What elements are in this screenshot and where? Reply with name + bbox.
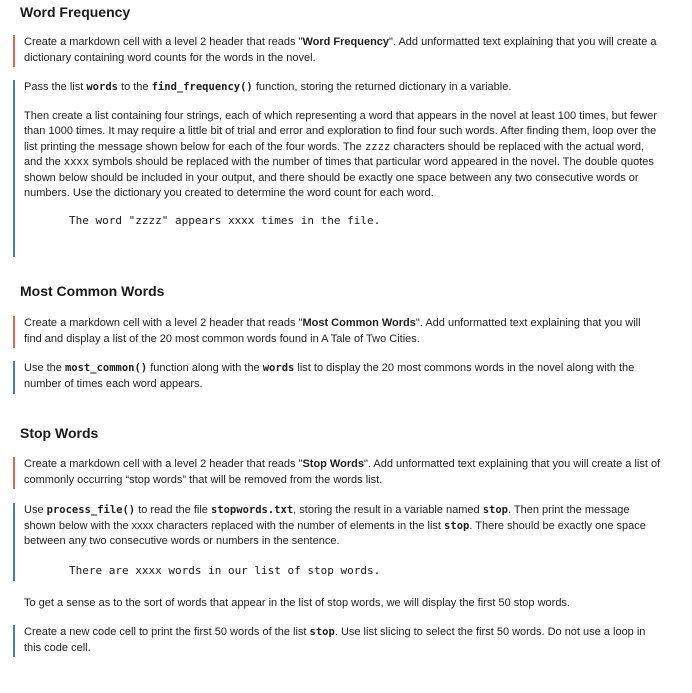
code-example-output: There are xxxx words in our list of stop words. — [69, 563, 381, 577]
text-run: Create a new code cell to print the first 50 words of the list — [24, 626, 310, 638]
instruction-most-common-code — [13, 361, 661, 394]
text-run: Create a markdown cell with a level 2 header that reads " — [24, 458, 303, 470]
bold-run: Stop Words — [302, 458, 364, 470]
text-run: ". Add unformatted text explaining that you will find and display a list of the 20 most common words found in A Tale of Two Cities. — [24, 317, 641, 345]
text-run: to read the file — [135, 504, 211, 516]
instruction-word-frequency-markdown — [13, 35, 661, 67]
text-run: ". Add unformatted text explaining that you will create a list of commonly occurring “stop words” that will be removed from the words list. — [24, 458, 661, 486]
instruction-text — [24, 503, 661, 550]
code-example-output: The word "zzzz" appears xxxx times in the file. — [69, 213, 381, 227]
code-most-common: most_common() — [64, 362, 148, 374]
instruction-most-common-markdown — [13, 316, 661, 348]
plain-paragraph — [13, 596, 661, 612]
code-stop: stop — [309, 626, 335, 638]
text-run: . There should be exactly one space between any two consecutive words or numbers in the sentence. — [24, 519, 646, 547]
instruction-text — [24, 457, 661, 488]
instruction-text — [24, 361, 661, 392]
code-words: words — [86, 81, 118, 93]
text-run: Pass the list — [24, 81, 87, 93]
text-run: . Then print the message shown below with the xxxx characters replaced with the number of elements in the list — [24, 504, 630, 532]
code-stopwords-txt: stopwords.txt — [210, 504, 294, 516]
text-run: Use — [24, 504, 47, 516]
text-run: Then create a list containing four strings, each of which representing a word that appears in the novel at least 100 times, but fewer than 1000 times. It may require a little bit of trial and error and exploration to find four such words. After finding them, loop over the list printing the message shown below for each of the four words. The — [24, 109, 657, 153]
text-run: characters should be replaced with the actual word, and the — [24, 140, 645, 168]
instruction-text — [24, 625, 661, 656]
instruction-stop-words-code — [13, 503, 661, 581]
text-run: Use the — [24, 362, 65, 374]
text-run: list to display the 20 most commons words in the novel along with the number of times each word appears. — [24, 362, 635, 390]
plain-text: To get a sense as to the sort of words that appear in the list of stop words, we will display the first 50 stop words. — [24, 597, 570, 609]
code-zzzz: zzzz — [364, 140, 391, 153]
instruction-print-first-50 — [13, 625, 661, 657]
text-run: Create a markdown cell with a level 2 header that reads " — [24, 36, 303, 48]
instruction-stop-words-markdown — [13, 457, 661, 489]
code-words: words — [262, 362, 295, 374]
text-run: . Use list slicing to select the first 50 words. Do not use a loop in this code cell. — [24, 626, 646, 654]
text-run: symbols should be replaced with the number of times that particular word appeared in the novel. The double quotes shown below should be included in your output, and there should be exactly one space between any two consecutive words or numbers. Use the dictionary you created to determine the word count for each word. — [24, 156, 654, 199]
code-process-file: process_file() — [46, 504, 136, 516]
instruction-text — [24, 80, 661, 96]
instruction-word-frequency-code — [13, 80, 661, 257]
code-xxxx: xxxx — [63, 156, 90, 168]
text-run: to the — [117, 81, 152, 93]
text-run: , storing the result in a variable named — [293, 504, 483, 516]
code-find-frequency: find_frequency() — [151, 81, 253, 93]
instruction-text — [24, 35, 661, 66]
heading-stop-words: Stop Words — [20, 425, 99, 441]
code-stop: stop — [444, 519, 470, 532]
instruction-text — [24, 316, 661, 347]
text-run: ". Add unformatted text explaining that you will create a dictionary containing word counts for the words in the novel. — [24, 36, 657, 64]
text-run: function, storing the returned dictionary in a variable. — [252, 81, 512, 93]
bold-run: Word Frequency — [302, 36, 390, 48]
text-run: Create a markdown cell with a level 2 header that reads " — [24, 317, 303, 329]
bold-run: Most Common Words — [302, 317, 416, 329]
instruction-text — [24, 109, 661, 202]
text-run: function along with the — [147, 362, 263, 374]
heading-most-common-words: Most Common Words — [20, 283, 165, 299]
heading-word-frequency: Word Frequency — [20, 4, 131, 20]
code-stop: stop — [482, 504, 508, 516]
